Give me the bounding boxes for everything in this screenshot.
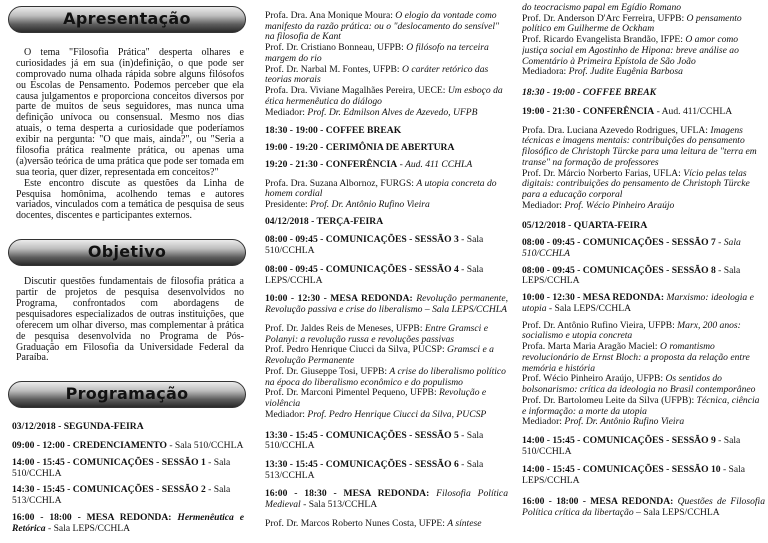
mesa-5-item [522, 497, 765, 518]
speaker-name: Profa. Dra. Luciana Azevedo Rodrigues, UFLA: [522, 124, 708, 136]
coffee-break-text: 18:30 - 19:00 - COFFEE BREAK [522, 87, 657, 99]
objetivo-title: Objetivo [87, 242, 167, 262]
speaker-item [265, 345, 508, 366]
day-heading-quarta: 05/12/2018 - QUARTA-FEIRA [522, 220, 648, 232]
programacao-banner [8, 381, 246, 408]
mesa-5-place: – Sala LEPS/CCHLA [633, 506, 720, 518]
mesa-3-place: - Sala 513/CCHLA [300, 499, 378, 511]
mediator-line [522, 417, 765, 428]
speaker-name: Profa. Dra. Viviane Magalhães Pereira, UECE: [265, 85, 446, 97]
speaker-name: Prof. Dr. Bartolomeu Leite da Silva (UFPB): [522, 394, 695, 406]
sessao-9-item [522, 436, 765, 457]
mesa-5-title: Questões de Filosofia Política crítica da libertação [522, 495, 765, 518]
speaker-name: Prof. Pedro Henrique Ciucci da Silva, PUCSP: [265, 344, 445, 356]
talk-title: O romantismo revolucionário de Ernst Bloch: a proposta da relação entre memória e história [522, 341, 750, 374]
credenciamento-item [12, 441, 244, 452]
speaker-item [522, 14, 765, 35]
left-column [2, 0, 252, 543]
sessao-5-time: 13:30 - 15:45 - COMUNICAÇÕES - SESSÃO 5 [265, 429, 459, 441]
sessao-1-item [12, 458, 244, 479]
talk-title: Gramsci e a Revolução Permanente [265, 344, 494, 367]
objetivo-paragraph: Discutir questões fundamentais de filosofia prática a partir de projetos de pesquisa desenvolvidos no Programa, confrontados com abordagens de pesquisadores especializados de outras instituições, que oferecem um olhar diverso, mas complementar à prática de pesquisa desenvolvida no Programa de Pós-Graduação em Filosofia da Universidade Federal da Paraíba. [16, 276, 244, 364]
sessao-6-place: - Sala 513/CCHLA [265, 458, 484, 481]
coffee-break-1 [265, 126, 508, 137]
sessao-1-time: 14:00 - 15:45 - COMUNICAÇÕES - SESSÃO 1 [12, 456, 206, 468]
mesa-4-time: 10:00 - 12:30 - MESA REDONDA: [522, 292, 665, 304]
conferencia-1-time: 19:20 - 21:30 - CONFERÊNCIA [265, 158, 398, 170]
sessao-2-time: 14:30 - 15:45 - COMUNICAÇÕES - SESSÃO 2 [12, 484, 206, 496]
day-heading-terca: 04/12/2018 - TERÇA-FEIRA [265, 215, 384, 227]
sessao-3-item [265, 235, 508, 256]
talk-title: do teocracismo papal em Egídio Romano [522, 2, 682, 13]
sessao-10-time: 14:00 - 15:45 - COMUNICAÇÕES - SESSÃO 10 [522, 464, 721, 476]
mesa-2-item [265, 294, 508, 315]
sessao-1-place: - Sala 510/CCHLA [12, 456, 231, 479]
talk-title: A crise do liberalismo político na época do liberalismo econômico e do populismo [265, 365, 506, 388]
conferencia-2-time: 19:00 - 21:30 - CONFERÊNCIA [522, 105, 655, 117]
apresentacao-banner [8, 6, 246, 33]
conferencia-1 [265, 160, 508, 171]
mesa-2-title: Revolução permanente, Revolução passiva e crise do liberalismo [265, 293, 508, 316]
mediator-name: Prof. Judite Eugênia Barbosa [568, 66, 683, 78]
cerimonia-abertura [265, 143, 508, 154]
talk-title: A utopia concreta do homem cordial [265, 177, 497, 200]
mediator-label: Mediador: [265, 408, 305, 420]
speaker-item [522, 374, 765, 395]
speaker-item [265, 86, 508, 107]
conferencia-1-place: - Aud. 411 CCHLA [397, 158, 473, 170]
sessao-2-item [12, 485, 244, 506]
speaker-item [265, 388, 508, 409]
speaker-name: Prof. Ricardo Evangelista Brandão, IFPE: [522, 34, 683, 46]
talk-title: Imagens técnicas e imagens mentais: contribuições do pensamento filosófico de Christoph Türcke para uma leitura de "terra em transe" na formação de professores [522, 124, 757, 168]
speaker-item [265, 519, 508, 530]
talk-title: O filósofo na terceira margem do rio [265, 42, 489, 64]
speaker-item [265, 65, 508, 86]
talk-title: O amor como justiça social em Agostinho de Hipona: breve análise ao Comentário à Primeira Epístola de São João [522, 34, 739, 67]
speaker-item [265, 367, 508, 388]
talk-title: A síntese [447, 517, 482, 529]
speaker-item [522, 321, 765, 342]
speaker-item [265, 43, 508, 64]
mediator-name: Prof. Wécio Pinheiro Araújo [564, 199, 675, 211]
mediator-label: Mediador: [522, 416, 562, 428]
speaker-name: Prof. Dr. Marconi Pimentel Pequeno, UFPB: [265, 387, 437, 399]
mesa-3-time: 16:00 - 18:30 - MESA REDONDA: [265, 488, 430, 500]
sessao-5-item [265, 431, 508, 452]
talk-title: Entre Gramsci e Polanyi: a revolução russa e revoluções passivas [265, 322, 488, 345]
talk-title: O elogio da vontade como manifesto da razão prática: ou o "deslocamento do sensível" na filosofia de Kant [265, 10, 500, 43]
sessao-8-time: 08:00 - 09:45 - COMUNICAÇÕES - SESSÃO 8 [522, 264, 716, 276]
sessao-9-place: - Sala 510/CCHLA [522, 434, 741, 457]
speaker-item [522, 35, 765, 67]
coffee-break-2 [522, 88, 765, 99]
sessao-7-item [522, 238, 765, 259]
mediator-label: Mediadora: [522, 66, 567, 78]
talk-title: Revolução e violência [265, 387, 487, 410]
credenciamento-place: - Sala 510/CCHLA [166, 440, 244, 452]
conferencia-2 [522, 107, 765, 118]
president-name: Prof. Dr. Antônio Rufino Vieira [310, 199, 430, 211]
mediator-line [265, 410, 508, 421]
speaker-name: Prof. Dr. Márcio Norberto Farias, UFLA: [522, 167, 681, 179]
mediator-line [522, 201, 765, 212]
right-column [522, 0, 765, 543]
cerimonia-text: 19:00 - 19:20 - CERIMÔNIA DE ABERTURA [265, 142, 455, 154]
mediator-name: Prof. Dr. Antônio Rufino Vieira [564, 416, 685, 428]
conferencia-2-place: - Aud. 411/CCHLA [654, 105, 733, 117]
talk-title: O caráter retórico das teorias morais [265, 63, 489, 86]
sessao-7-time: 08:00 - 09:45 - COMUNICAÇÕES - SESSÃO 7 [522, 237, 716, 249]
speaker-item [522, 126, 765, 169]
speaker-item [265, 179, 508, 200]
speaker-name: Prof. Dr. Antônio Rufino Vieira, UFPB: [522, 319, 675, 331]
talk-title: Um esboço da ética hermenêutica do diálogo [265, 85, 503, 107]
sessao-6-item [265, 460, 508, 481]
speaker-name: Profa. Marta Maria Aragão Maciel: [522, 341, 658, 353]
talk-title: O pensamento político em Guilherme de Ockham [522, 12, 742, 35]
speaker-item [265, 11, 508, 43]
mesa-4-item [522, 293, 765, 314]
sessao-5-place: - Sala 510/CCHLA [265, 429, 484, 452]
middle-column [265, 0, 508, 543]
sessao-4-time: 08:00 - 09:45 - COMUNICAÇÕES - SESSÃO 4 [265, 263, 459, 275]
mediator-name: Prof. Pedro Henrique Ciucci da Silva, PUCSP [307, 408, 487, 420]
speaker-name: Prof. Dr. Cristiano Bonneau, UFPB: [265, 42, 404, 54]
speaker-item [522, 396, 765, 417]
speaker-name: Prof. Dr. Anderson D'Arc Ferreira, UFPB: [522, 12, 685, 24]
mediator-line [265, 108, 508, 119]
talk-title: Técnica, ciência e informação: a morte da utopia [522, 394, 760, 417]
sessao-10-place: - Sala LEPS/CCHLA [522, 464, 746, 487]
mediator-line [522, 67, 765, 78]
mesa-1-item [12, 513, 244, 534]
credenciamento-time: 09:00 - 12:00 - CREDENCIAMENTO [12, 440, 167, 452]
apresentacao-paragraph-2: Este encontro discute as questões da Linha de Pesquisa homônima, acolhendo temas e autores variados, vinculados com a temática de pesquisa de seus docentes, discentes e participantes externos. [16, 177, 244, 222]
sessao-3-place: - Sala 510/CCHLA [265, 234, 484, 257]
speaker-name: Profa. Dra. Suzana Albornoz, FURGS: [265, 177, 414, 189]
objetivo-banner [8, 239, 246, 266]
sessao-10-item [522, 465, 765, 486]
apresentacao-paragraph-1: O tema "Filosofia Prática" desperta olhares e curiosidades já em sua (in)definição, o que pode ser comprovado numa olhada rápida sobre alguns filósofos ou Escolas de Pensamento. Podemos perceber que ela causa julgamentos e proporciona conceitos diversos por parte de muitos de seus seguidores, mas nunca uma definição unívoca ou consensual. Mesmo nos dias atuais, o tema desperta a curiosidade que poderíamos exibir na pergunta: "O que mais, ainda?", ou "Seria a filosofia prática realmente prática, ou apenas uma (a)versão teórica de uma prática que pode ser tomada em sua teoria, quer dizer, representada em conceitos?" [16, 47, 244, 178]
speaker-name: Prof. Dr. Jaldes Reis de Meneses, UFPB: [265, 322, 423, 334]
sessao-9-time: 14:00 - 15:45 - COMUNICAÇÕES - SESSÃO 9 [522, 434, 716, 446]
talk-title: Marx, 200 anos: socialismo e utopia concreta [522, 319, 741, 342]
mesa-2-time: 10:00 - 12:30 - MESA REDONDA: [265, 293, 413, 305]
speaker-name: Prof. Dr. Marcos Roberto Nunes Costa, UFPE: [265, 517, 445, 529]
talk-title: Os sentidos do bolsonarismo: crítica da ideologia no Brasil contemporâneo [522, 373, 756, 396]
mesa-1-place: - Sala LEPS/CCHLA [45, 522, 131, 534]
speaker-item [265, 324, 508, 345]
speaker-name: Prof. Dr. Giuseppe Tosi, UFPB: [265, 365, 388, 377]
speaker-name: Prof. Wécio Pinheiro Araújo, UFPB: [522, 373, 664, 385]
sessao-4-place: - Sala LEPS/CCHLA [265, 263, 484, 286]
mesa-4-title: Marxismo: ideologia e utopia [522, 292, 754, 314]
mesa-4-place: - Sala LEPS/CCHLA [546, 302, 632, 314]
sessao-2-place: - Sala 513/CCHLA [12, 484, 231, 507]
mesa-1-title: Hermenêutica e Retórica [12, 511, 244, 534]
day-heading-segunda: 03/12/2018 - SEGUNDA-FEIRA [12, 421, 144, 433]
speaker-name: Prof. Dr. Narbal M. Fontes, UFPB: [265, 63, 400, 75]
coffee-break-text: 18:30 - 19:00 - COFFEE BREAK [265, 125, 402, 137]
sessao-3-time: 08:00 - 09:45 - COMUNICAÇÕES - SESSÃO 3 [265, 234, 459, 246]
mediator-label: Mediador: [265, 106, 305, 118]
mesa-3-title: Filosofia Política Medieval [265, 488, 508, 511]
mesa-1-time: 16:00 - 18:00 - MESA REDONDA: [12, 511, 172, 523]
mediator-name: Prof. Dr. Edmilson Alves de Azevedo, UFPB [307, 106, 478, 118]
president-line [265, 200, 508, 211]
mesa-5-time: 16:00 - 18:00 - MESA REDONDA: [522, 495, 674, 507]
sessao-8-place: - Sala LEPS/CCHLA [522, 264, 741, 287]
talk-title: Vício pelas telas digitais: contribuições do pensamento de Christoph Türcke para a educação corporal [522, 167, 750, 201]
speaker-item [522, 342, 765, 374]
speaker-name: Profa. Dra. Ana Monique Moura: [265, 10, 393, 21]
sessao-4-item [265, 265, 508, 286]
programacao-title: Programação [65, 384, 189, 404]
apresentacao-title: Apresentação [63, 9, 191, 28]
sessao-8-item [522, 266, 765, 287]
president-label: Presidente: [265, 199, 308, 211]
speaker-item [522, 169, 765, 201]
sessao-6-time: 13:30 - 15:45 - COMUNICAÇÕES - SESSÃO 6 [265, 458, 459, 470]
mediator-label: Mediador: [522, 199, 562, 211]
sessao-7-place: - Sala 510/CCHLA [522, 237, 741, 259]
mesa-3-item [265, 489, 508, 510]
mesa-2-place: – Sala LEPS/CCHLA [422, 304, 507, 316]
